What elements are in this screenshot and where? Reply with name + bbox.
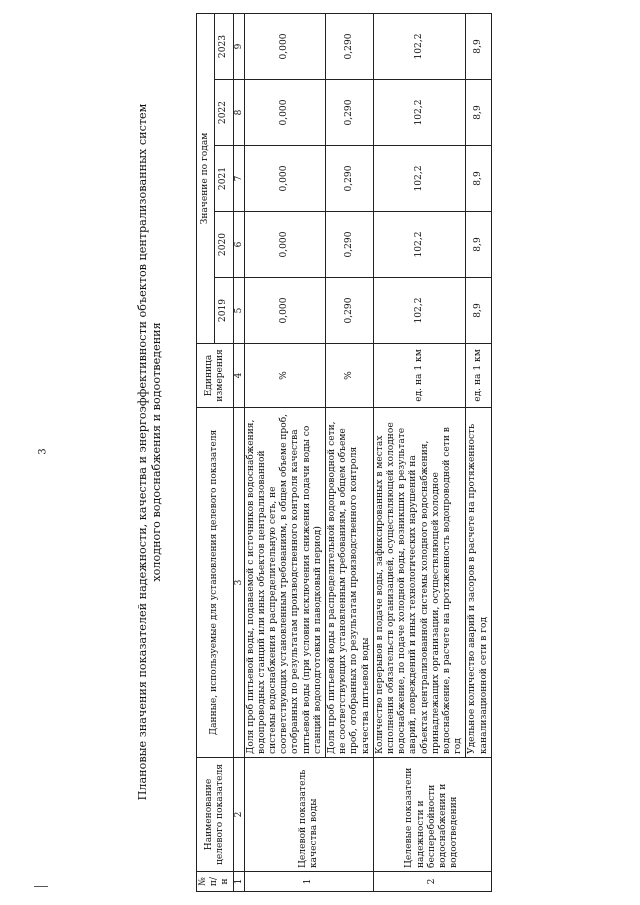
header-num: № п/н <box>197 872 234 892</box>
column-index: 5 <box>233 278 244 344</box>
column-index: 3 <box>233 408 244 758</box>
header-year-2023: 2023 <box>215 13 233 79</box>
header-year-2022: 2022 <box>215 80 233 146</box>
value-2020: 8,9 <box>466 212 491 278</box>
document-title <box>130 12 196 892</box>
value-2019: 0,000 <box>244 278 325 344</box>
header-unit: Единица измерения <box>197 344 234 408</box>
value-2020: 0,000 <box>244 212 325 278</box>
unit-cell: ед. на 1 км <box>466 344 491 408</box>
value-2022: 0,000 <box>244 80 325 146</box>
value-2023: 0,290 <box>326 13 374 79</box>
value-2021: 0,290 <box>326 146 374 212</box>
header-data: Данные, используемые для установления целевого показателя <box>197 408 234 758</box>
value-2019: 102,2 <box>373 278 466 344</box>
indicator-description: Доля проб питьевой воды в распределительной водопроводной сети, не соответствующих установленным требованиям, в общем объеме проб, отобранных по результатам производственного контроля качества питьевой воды <box>326 408 374 758</box>
header-year-2021: 2021 <box>215 146 233 212</box>
value-2021: 102,2 <box>373 146 466 212</box>
value-2021: 0,000 <box>244 146 325 212</box>
indicator-name: Целевой показатель качества воды <box>244 758 373 872</box>
row-number: 1 <box>244 872 373 892</box>
page-number: 3 <box>37 448 49 455</box>
header-values-by-year: Значение по годам <box>197 13 215 343</box>
unit-cell: ед. на 1 км <box>373 344 466 408</box>
value-2023: 0,000 <box>244 13 325 79</box>
value-2020: 102,2 <box>373 212 466 278</box>
indicators-table <box>196 13 492 892</box>
value-2022: 8,9 <box>466 80 491 146</box>
column-index: 8 <box>233 80 244 146</box>
column-index-row <box>233 13 244 891</box>
indicator-description: Доля проб питьевой воды, подаваемой с источников водоснабжения, водопроводных станций или иных объектов централизованной системы водоснабжения в распределительную сеть, не соответствующих установленным требованиям, в общем объеме проб, отобранных по результатам производственного контроля качества питьевой воды (при условии исключения снижения подачи воды со станций водоподготовки в паводковый период) <box>244 408 325 758</box>
title-line-2: холодного водоснабжения и водоотведения <box>150 322 163 582</box>
indicator-name: Целевые показатели надежности и бесперебойности водоснабжения и водоотведения <box>373 758 491 872</box>
header-row-1 <box>197 13 215 891</box>
indicator-description: Количество перерывов в подаче воды, зафиксированных в местах исполнения обязательств организацией, осуществляющей холодное водоснабжение, по подаче холодной воды, возникших в результате аварий, повреждений и иных технологических нарушений на объектах централизованной системы холодного водоснабжения, принадлежащих организации, осуществляющей холодное водоснабжение, в расчете на протяженность водопроводной сети в год <box>373 408 466 758</box>
title-line-1: Плановые значения показателей надежности, качества и энергоэффективности объектов централизованных систем <box>136 103 149 801</box>
table-row <box>373 13 466 891</box>
margin-mark <box>34 886 48 887</box>
header-year-2019: 2019 <box>215 278 233 344</box>
column-index: 9 <box>233 13 244 79</box>
column-index: 2 <box>233 758 244 872</box>
column-index: 6 <box>233 212 244 278</box>
row-number: 2 <box>373 872 491 892</box>
value-2023: 102,2 <box>373 13 466 79</box>
column-index: 1 <box>233 872 244 892</box>
column-index: 4 <box>233 344 244 408</box>
table-row <box>244 13 325 891</box>
header-year-2020: 2020 <box>215 212 233 278</box>
value-2020: 0,290 <box>326 212 374 278</box>
column-index: 7 <box>233 146 244 212</box>
value-2022: 0,290 <box>326 80 374 146</box>
rotated-page-content <box>130 12 630 892</box>
value-2023: 8,9 <box>466 13 491 79</box>
unit-cell: % <box>326 344 374 408</box>
value-2019: 0,290 <box>326 278 374 344</box>
unit-cell: % <box>244 344 325 408</box>
indicator-description: Удельное количество аварий и засоров в расчете на протяженность канализационной сети в год <box>466 408 491 758</box>
header-name: Наименование целевого показателя <box>197 758 234 872</box>
value-2021: 8,9 <box>466 146 491 212</box>
value-2022: 102,2 <box>373 80 466 146</box>
value-2019: 8,9 <box>466 278 491 344</box>
